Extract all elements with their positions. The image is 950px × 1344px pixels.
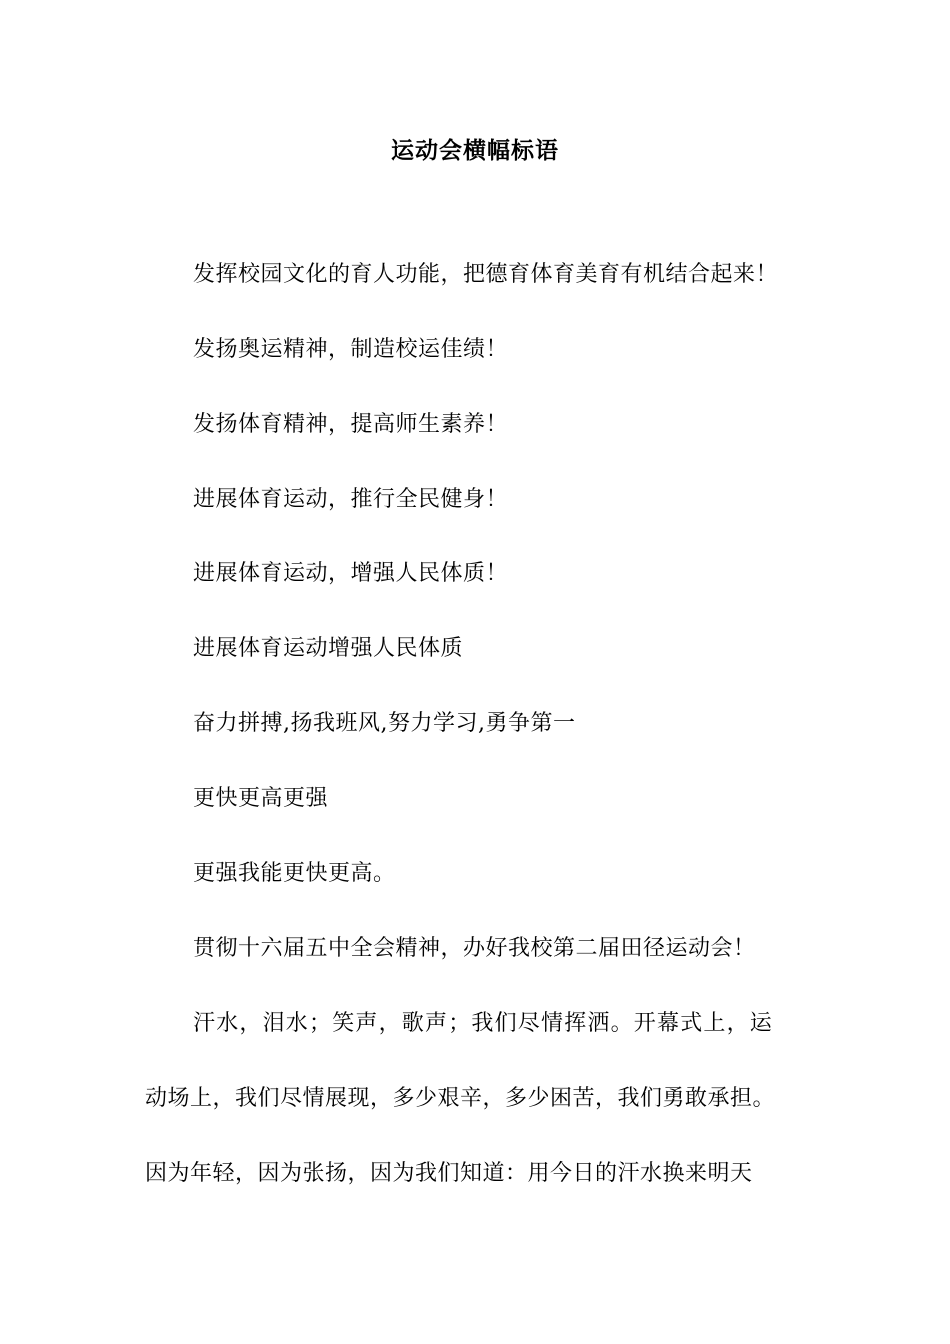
slogan-line-5: 进展体育运动，增强人民体质！ [193, 561, 509, 586]
slogan-line-6: 进展体育运动增强人民体质 [193, 636, 464, 661]
paragraph-line-1: 汗水，泪水；笑声，歌声；我们尽情挥洒。开幕式上，运 [193, 1011, 774, 1036]
document-title: 运动会横幅标语 [391, 137, 559, 164]
slogan-line-2: 发扬奥运精神，制造校运佳绩！ [193, 337, 509, 362]
slogan-line-9: 更强我能更快更高。 [193, 861, 396, 886]
slogan-line-3: 发扬体育精神，提高师生素养！ [193, 412, 509, 437]
paragraph-line-3: 因为年轻，因为张扬，因为我们知道：用今日的汗水换来明天 [145, 1161, 753, 1186]
slogan-line-1: 发挥校园文化的育人功能，把德育体育美育有机结合起来！ [193, 262, 779, 287]
slogan-line-7: 奋力拼搏,扬我班风,努力学习,勇争第一 [193, 711, 576, 736]
slogan-line-8: 更快更高更强 [193, 786, 329, 811]
slogan-line-4: 进展体育运动，推行全民健身！ [193, 487, 509, 512]
paragraph-line-2: 动场上，我们尽情展现，多少艰辛，多少困苦，我们勇敢承担。 [145, 1086, 776, 1111]
slogan-line-10: 贯彻十六届五中全会精神，办好我校第二届田径运动会！ [193, 936, 756, 961]
